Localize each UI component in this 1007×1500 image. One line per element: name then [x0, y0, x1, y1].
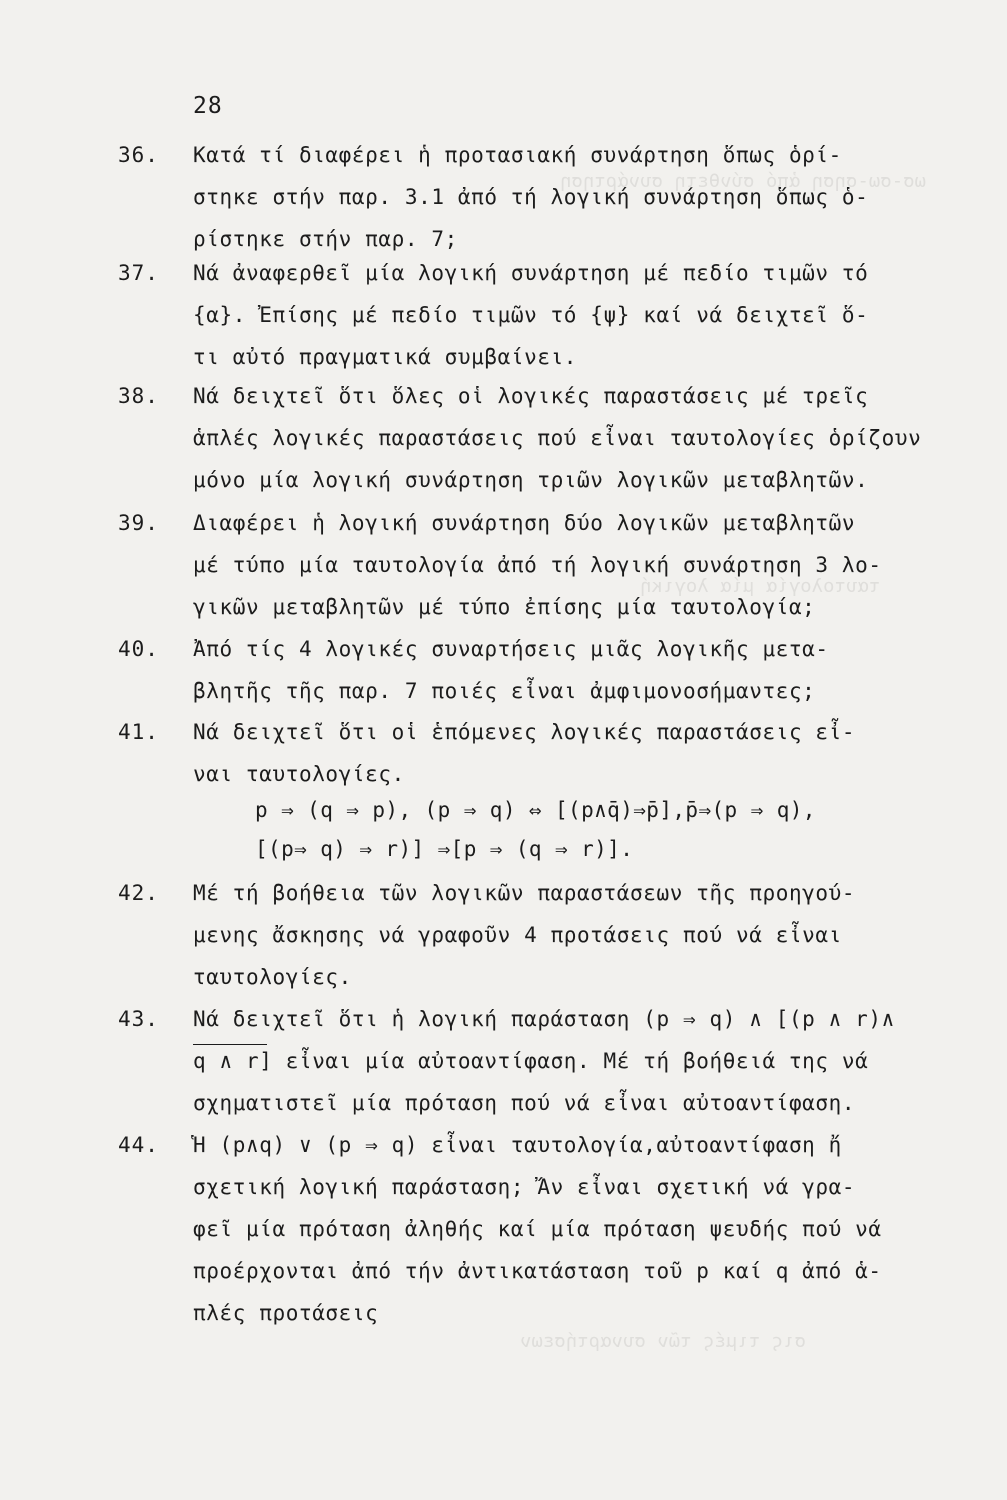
exercise-line: ἁπλές λογικές παραστάσεις πού εἶναι ταυτολογίες ὁρίζουν [193, 426, 922, 450]
bleed-through-text: ωσ-σω-σηση ἀπό σύνθετη συνάρτηση [560, 170, 927, 192]
exercise-line: γικῶν μεταβλητῶν μέ τύπο ἐπίσης μία ταυτολογία; [193, 595, 816, 619]
exercise-number: 39. [118, 511, 159, 535]
exercise-line: προέρχονται ἀπό τήν ἀντικατάσταση τοῦ p καί q ἀπό ἁ- [193, 1259, 882, 1283]
exercise-line: φεῖ μία πρόταση ἀληθής καί μία πρόταση ψευδής πού νά [193, 1217, 882, 1241]
exercise-line: Νά ἀναφερθεῖ μία λογική συνάρτηση μέ πεδίο τιμῶν τό [193, 261, 869, 285]
exercise-line: Νά δειχτεῖ ὅτι ἡ λογική παράσταση (p ⇒ q) ∧ [(p ∧ r)∧ [193, 1007, 895, 1031]
exercise-line: βλητῆς τῆς παρ. 7 ποιές εἶναι ἀμφιμονοσήμαντες; [193, 679, 816, 703]
exercise-line: Μέ τή βοήθεια τῶν λογικῶν παραστάσεων τῆς προηγού- [193, 881, 856, 905]
negation-overline [193, 1044, 267, 1045]
exercise-line: ναι ταυτολογίες. [193, 762, 405, 786]
exercise-number: 40. [118, 637, 159, 661]
exercise-number: 42. [118, 881, 159, 905]
exercise-line: ταυτολογίες. [193, 965, 352, 989]
exercise-line: {α}. Ἐπίσης μέ πεδίο τιμῶν τό {ψ} καί νά δειχτεῖ ὅ- [193, 303, 869, 327]
exercise-line: σχετική λογική παράσταση; Ἄν εἶναι σχετική νά γρα- [193, 1175, 856, 1199]
exercise-line: Νά δειχτεῖ ὅτι οἱ ἑπόμενες λογικές παραστάσεις εἶ- [193, 720, 856, 744]
exercise-line: Ἀπό τίς 4 λογικές συναρτήσεις μιᾶς λογικῆς μετα- [193, 637, 829, 661]
exercise-line: μέ τύπο μία ταυτολογία ἀπό τή λογική συνάρτηση 3 λο- [193, 553, 882, 577]
exercise-number: 41. [118, 720, 159, 744]
exercise-line: μόνο μία λογική συνάρτηση τριῶν λογικῶν μεταβλητῶν. [193, 468, 869, 492]
exercise-line: Ἡ (p∧q) ∨ (p ⇒ q) εἶναι ταυτολογία,αὐτοαντίφαση ἤ [193, 1133, 842, 1157]
exercise-number: 38. [118, 384, 159, 408]
exercise-line: τι αὐτό πραγματικά συμβαίνει. [193, 345, 578, 369]
exercise-line: ρίστηκε στήν παρ. 7; [193, 227, 458, 251]
exercise-line: σχηματιστεῖ μία πρόταση πού νά εἶναι αὐτοαντίφαση. [193, 1091, 856, 1115]
exercise-line: Νά δειχτεῖ ὅτι ὅλες οἱ λογικές παραστάσεις μέ τρεῖς [193, 384, 869, 408]
formula-line: p ⇒ (q ⇒ p), (p ⇒ q) ⇔ [(p∧q̄)⇒p̄],p̄⇒(p ⇒ q), [255, 798, 816, 822]
exercise-line: q ∧ r] εἶναι μία αὐτοαντίφαση. Μέ τή βοήθειά της νά [193, 1049, 869, 1073]
page-number: 28 [193, 93, 223, 119]
exercise-number: 43. [118, 1007, 159, 1031]
bleed-through-text: ταυτολογία μία λογική [640, 575, 881, 597]
exercise-line: πλές προτάσεις [193, 1301, 379, 1325]
exercise-number: 37. [118, 261, 159, 285]
exercise-line: μενης ἄσκησης νά γραφοῦν 4 προτάσεις πού νά εἶναι [193, 923, 842, 947]
exercise-line: στηκε στήν παρ. 3.1 ἀπό τή λογική συνάρτηση ὅπως ὁ- [193, 185, 869, 209]
formula-line: [(p⇒ q) ⇒ r)] ⇒[p ⇒ (q ⇒ r)]. [255, 837, 634, 861]
exercise-number: 36. [118, 143, 159, 167]
exercise-line: Κατά τί διαφέρει ἡ προτασιακή συνάρτηση ὅπως ὁρί- [193, 143, 842, 167]
bleed-through-text: σις τιμές τῶν συναρτήσεων [520, 1330, 806, 1352]
exercise-line: Διαφέρει ἡ λογική συνάρτηση δύο λογικῶν μεταβλητῶν [193, 511, 856, 535]
exercise-number: 44. [118, 1133, 159, 1157]
